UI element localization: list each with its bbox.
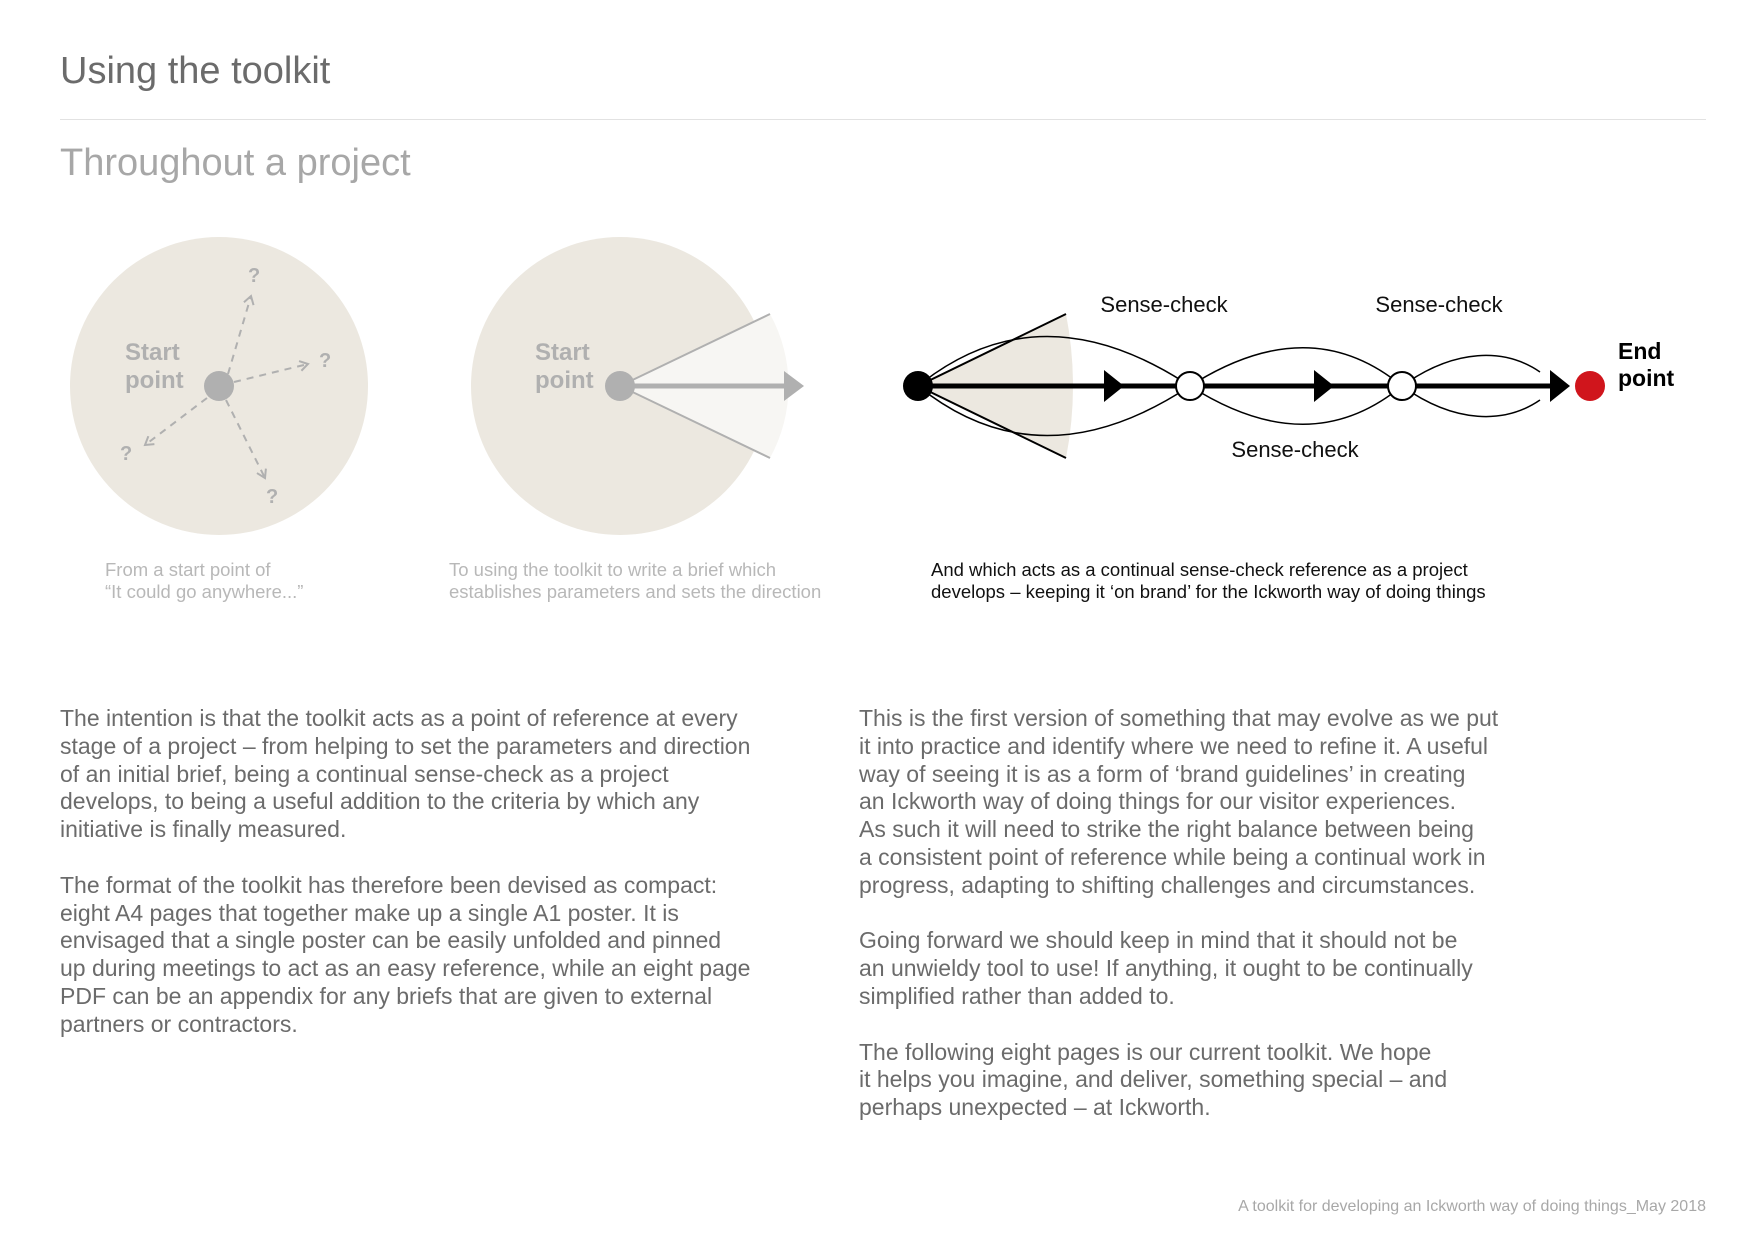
- body-line: stage of a project – from helping to set the parameters and direction: [60, 732, 751, 759]
- body-line: partners or contractors.: [60, 1010, 298, 1037]
- question-mark-left: ?: [120, 443, 133, 465]
- body-column-right: [859, 705, 1579, 1150]
- sense-check-label-3: Sense-check: [1231, 437, 1359, 462]
- body-paragraph: [859, 927, 1579, 1010]
- caption-line: establishes parameters and sets the direction: [449, 581, 822, 602]
- sense-check-label-2: Sense-check: [1375, 292, 1503, 317]
- body-column-left: [60, 705, 780, 1066]
- question-mark-bottom: ?: [266, 486, 279, 508]
- start-label-line1: Start: [125, 339, 180, 366]
- start-point-dot: [605, 371, 635, 401]
- body-line: it into practice and identify where we need to refine it. A useful: [859, 732, 1489, 759]
- body-line: of an initial brief, being a continual sense-check as a project: [60, 760, 669, 787]
- body-line: perhaps unexpected – at Ickworth.: [859, 1094, 1211, 1121]
- caption-open-start: [105, 559, 303, 603]
- caption-line: develops – keeping it ‘on brand’ for the Ickworth way of doing things: [931, 581, 1486, 602]
- diagram-open-start: [70, 237, 368, 535]
- caption-brief-direction: [449, 559, 821, 603]
- start-label-line2: point: [535, 367, 594, 394]
- body-line: an Ickworth way of doing things for our visitor experiences.: [859, 788, 1457, 815]
- body-line: The following eight pages is our current toolkit. We hope: [859, 1038, 1432, 1065]
- path-arrow-2: [1314, 370, 1334, 402]
- end-label-line1: End: [1618, 338, 1662, 364]
- page-title: Using the toolkit: [60, 50, 331, 92]
- direction-arrow-head: [784, 371, 804, 401]
- body-line: simplified rather than added to.: [859, 982, 1175, 1009]
- end-point-dot: [1575, 371, 1605, 401]
- question-mark-top: ?: [248, 265, 261, 287]
- diagram-brief-direction: [471, 237, 804, 535]
- body-line: Going forward we should keep in mind that it should not be: [859, 927, 1458, 954]
- question-mark-right: ?: [319, 350, 332, 372]
- body-line: The format of the toolkit has therefore been devised as compact:: [60, 871, 718, 898]
- caption-line: From a start point of: [105, 559, 271, 580]
- body-line: initiative is finally measured.: [60, 816, 347, 843]
- sense-check-node-2: [1388, 372, 1416, 400]
- body-line: up during meetings to act as an easy reference, while an eight page: [60, 955, 751, 982]
- path-arrow-1: [1104, 370, 1124, 402]
- body-line: it helps you imagine, and deliver, something special – and: [859, 1066, 1448, 1093]
- section-title: Throughout a project: [60, 142, 411, 184]
- path-arrow-end: [1550, 370, 1570, 402]
- sense-check-node-1: [1176, 372, 1204, 400]
- caption-sense-check: [931, 559, 1486, 603]
- body-line: a consistent point of reference while being a continual work in: [859, 843, 1486, 870]
- body-paragraph: [859, 1039, 1579, 1122]
- start-point-dot: [204, 371, 234, 401]
- body-line: develops, to being a useful addition to the criteria by which any: [60, 788, 700, 815]
- start-label-line1: Start: [535, 339, 590, 366]
- body-paragraph: [859, 705, 1579, 900]
- body-line: an unwieldy tool to use! If anything, it ought to be continually: [859, 955, 1473, 982]
- footer-note: A toolkit for developing an Ickworth way of doing things_May 2018: [1238, 1198, 1706, 1215]
- body-line: progress, adapting to shifting challenges and circumstances.: [859, 871, 1476, 898]
- body-paragraph: [60, 705, 780, 844]
- sense-check-label-1: Sense-check: [1100, 292, 1228, 317]
- diagram-sense-check-path: [903, 292, 1675, 462]
- start-label-line2: point: [125, 367, 184, 394]
- body-paragraph: [60, 872, 780, 1039]
- caption-line: And which acts as a continual sense-check reference as a project: [931, 559, 1468, 580]
- body-line: As such it will need to strike the right balance between being: [859, 816, 1474, 843]
- body-line: The intention is that the toolkit acts as a point of reference at every: [60, 705, 738, 731]
- body-line: PDF can be an appendix for any briefs that are given to external: [60, 982, 713, 1009]
- end-label-line2: point: [1618, 365, 1675, 391]
- body-line: This is the first version of something that may evolve as we put: [859, 705, 1499, 731]
- body-line: eight A4 pages that together make up a single A1 poster. It is: [60, 899, 679, 926]
- caption-line: To using the toolkit to write a brief which: [449, 559, 776, 580]
- body-line: envisaged that a single poster can be easily unfolded and pinned: [60, 927, 722, 954]
- caption-line: “It could go anywhere...”: [105, 581, 304, 602]
- start-point-dot: [903, 371, 933, 401]
- body-line: way of seeing it is as a form of ‘brand guidelines’ in creating: [859, 760, 1466, 787]
